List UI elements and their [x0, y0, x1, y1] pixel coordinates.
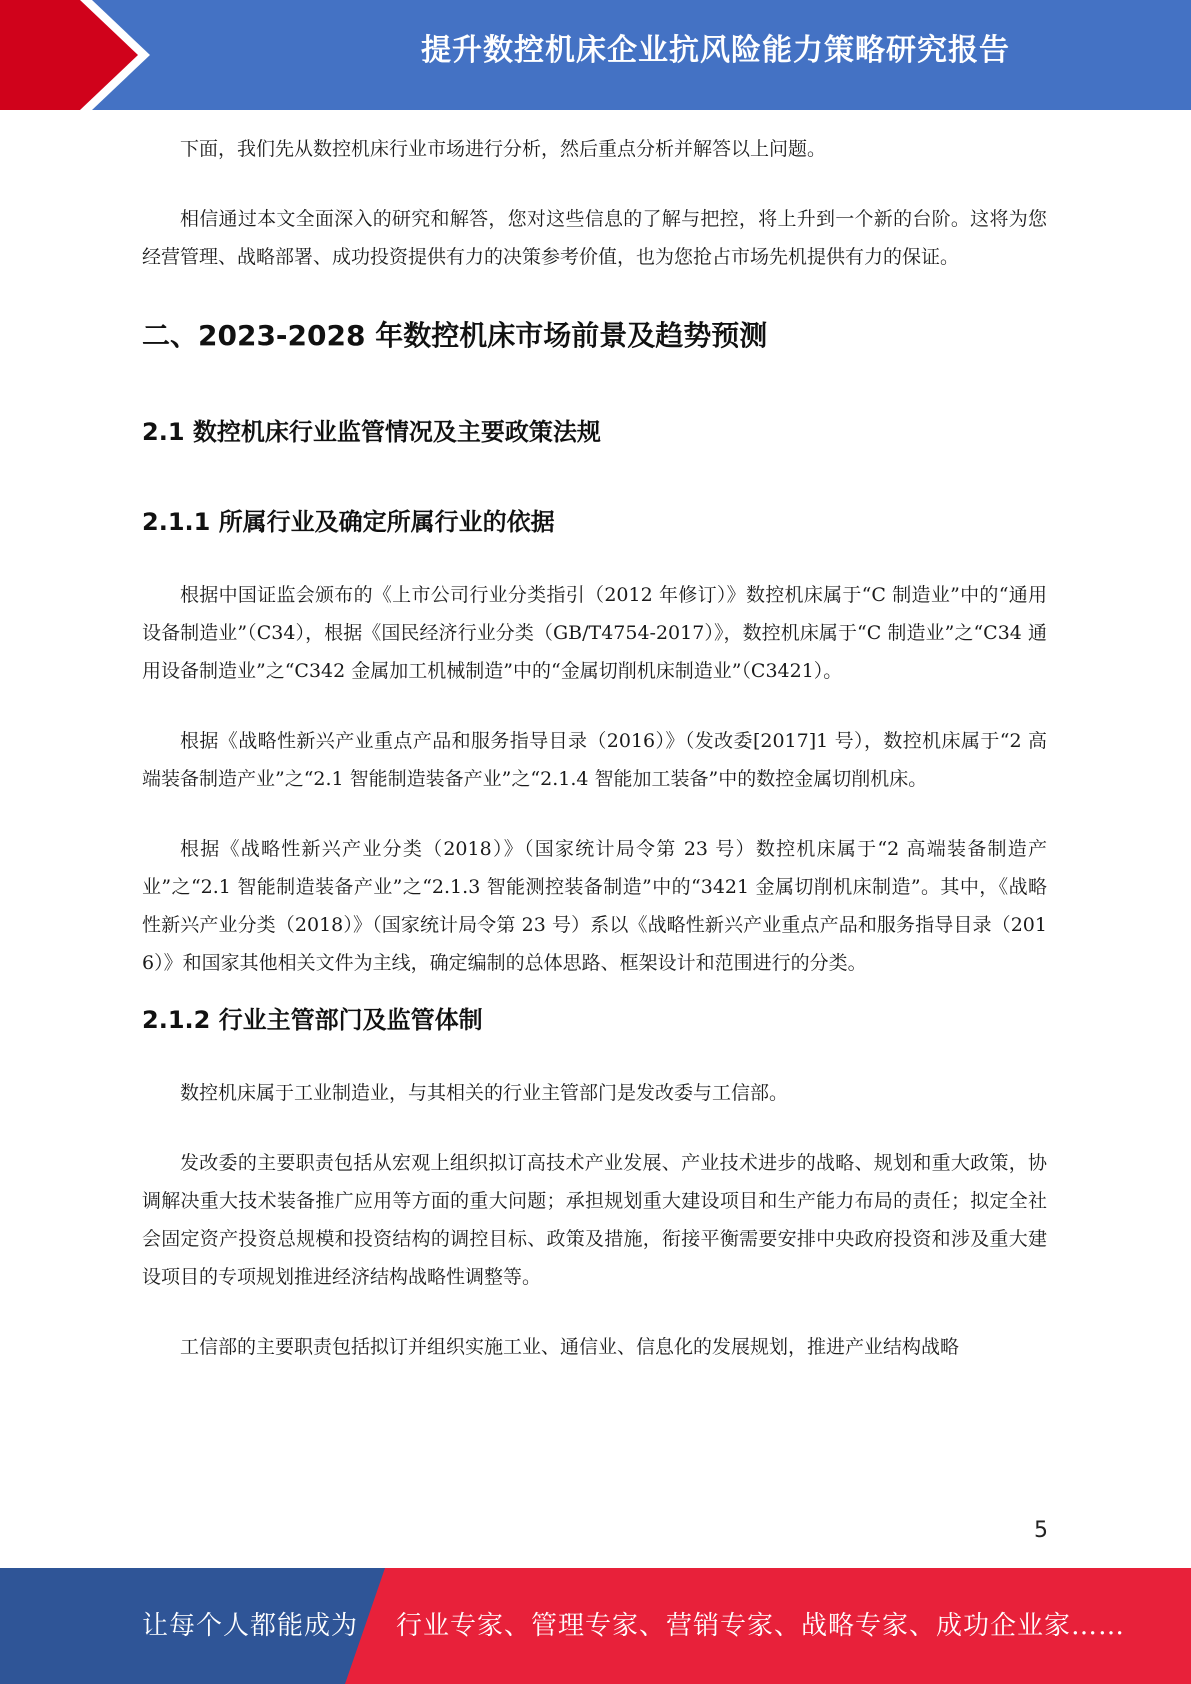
subsubsection-heading-regulation: 2.1.2 行业主管部门及监管体制: [142, 1006, 483, 1034]
report-title: 提升数控机床企业抗风险能力策略研究报告: [421, 33, 1010, 68]
regulation-paragraph-1: 数控机床属于工业制造业，与其相关的行业主管部门是发改委与工信部。: [180, 1082, 789, 1104]
page-header: [0, 0, 1191, 110]
subsubsection-heading-industry: 2.1.1 所属行业及确定所属行业的依据: [142, 508, 555, 536]
intro-paragraph-1: 下面，我们先从数控机床行业市场进行分析，然后重点分析并解答以上问题。: [180, 138, 827, 160]
intro-paragraph-2: 相信通过本文全面深入的研究和解答，您对这些信息的了解与把控，将上升到一个新的台阶。这将为您经营管理、战略部署、成功投资提供有力的决策参考价值，也为您抢占市场先机提供有力的保证。: [142, 208, 1047, 268]
regulation-paragraph-3: 工信部的主要职责包括拟订并组织实施工业、通信业、信息化的发展规划，推进产业结构战略: [180, 1336, 960, 1358]
subsection-heading: 2.1 数控机床行业监管情况及主要政策法规: [142, 418, 601, 446]
industry-paragraph-1: 根据中国证监会颁布的《上市公司行业分类指引（2012 年修订）》数控机床属于“C 制造业”中的“通用设备制造业”（C34），根据《国民经济行业分类（GB/T4754-2017）》，数控机床属于“C 制造业”之“C34 通用设备制造业”之“C342 金属加工机械制造”中的“金属切削机床制造业”（C3421）。: [142, 584, 1047, 682]
industry-paragraph-3: 根据《战略性新兴产业分类（2018）》（国家统计局令第 23 号）数控机床属于“2 高端装备制造产业”之“2.1 智能制造装备产业”之“2.1.3 智能测控装备制造”中的“3421 金属切削机床制造”。其中，《战略性新兴产业分类（2018）》（国家统计局令第 23 号）系以《战略性新兴产业重点产品和服务指导目录（2016）》和国家其他相关文件为主线，确定编制的总体思路、框架设计和范围进行的分类。: [142, 838, 1047, 974]
page-footer: [0, 1568, 1191, 1684]
footer-slogan-left: 让每个人都能成为: [142, 1611, 359, 1641]
regulation-paragraph-2: 发改委的主要职责包括从宏观上组织拟订高技术产业发展、产业技术进步的战略、规划和重大政策，协调解决重大技术装备推广应用等方面的重大问题；承担规划重大建设项目和生产能力布局的责任；拟定全社会固定资产投资总规模和投资结构的调控目标、政策及措施，衔接平衡需要安排中央政府投资和涉及重大建设项目的专项规划推进经济结构战略性调整等。: [142, 1152, 1047, 1288]
red-chevron-decoration: [0, 0, 160, 110]
footer-slogan-right: 行业专家、管理专家、营销专家、战略专家、成功企业家……: [396, 1611, 1126, 1641]
document-body: [142, 130, 1047, 1398]
industry-paragraph-2: 根据《战略性新兴产业重点产品和服务指导目录（2016）》（发改委[2017]1 号），数控机床属于“2 高端装备制造产业”之“2.1 智能制造装备产业”之“2.1.4 智能加工装备”中的数控金属切削机床。: [142, 730, 1047, 790]
section-heading: 二、2023-2028 年数控机床市场前景及趋势预测: [142, 319, 768, 352]
page-number: 5: [1034, 1518, 1048, 1543]
